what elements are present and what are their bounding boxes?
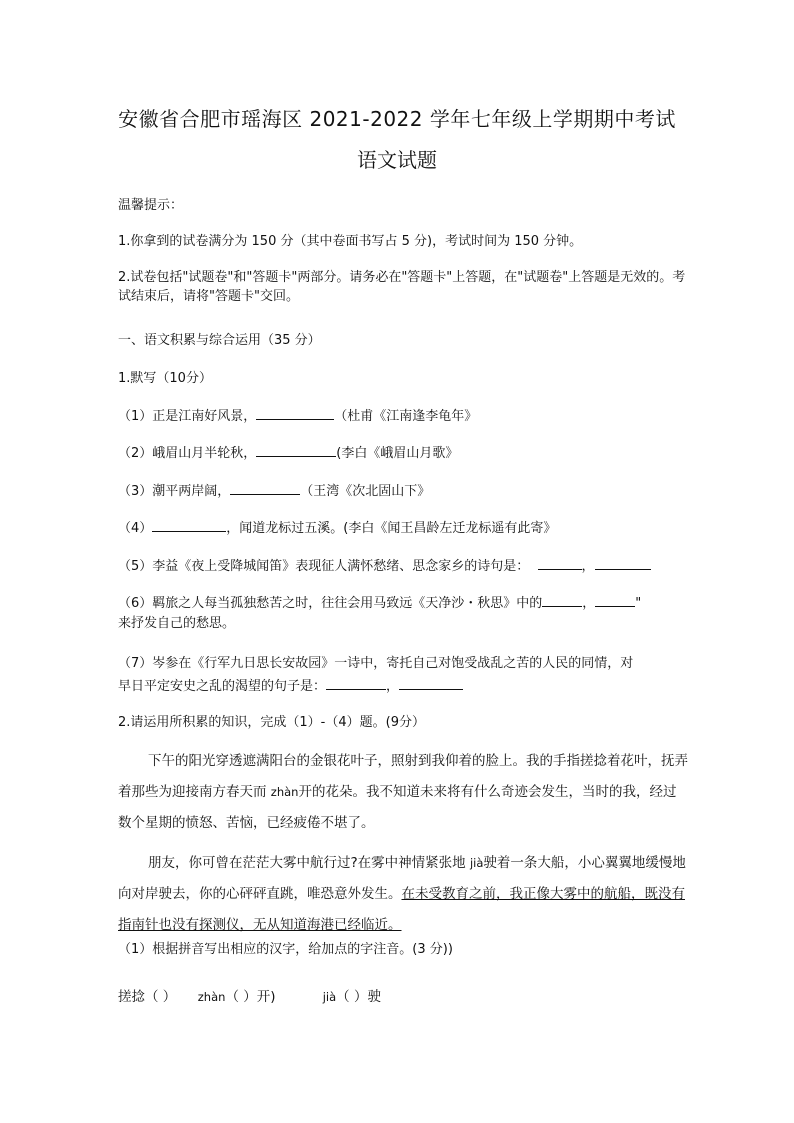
section-1-heading: 一、语文积累与综合运用（35 分） (118, 333, 321, 348)
dictation-item-7-cont (118, 676, 463, 697)
tip-2: 2.试卷包括"试题卷"和"答题卡"两部分。请务必在"答题卡"上答题，在"试题卷"上答题是无效的。考试结束后，请将"答题卡"交回。 (118, 270, 686, 304)
passage-text: 下午的阳光穿透遮满阳台的金银花叶子，照射到我仰着的脸上。我的手指搓捻着花叶，抚弄着那些为迎接南方春天而 (118, 753, 688, 800)
question-2-heading: 2.请运用所积累的知识，完成（1）-（4）题。(9分） (118, 715, 425, 730)
answer-blank[interactable] (595, 556, 651, 570)
dictation-item-1 (118, 406, 477, 427)
passage-paragraph-2 (118, 848, 688, 941)
item-5-prompt: （5）李益《夜上受降城闻笛》表现征人满怀愁绪、思念家乡的诗句是： (118, 559, 530, 574)
item-6-prompt: （6）羁旅之人每当孤独愁苦之时，往往会用马致远《天净沙・秋思》中的 (118, 596, 543, 611)
answer-cuonian[interactable]: 搓捻（ ） (118, 989, 177, 1005)
answer-blank[interactable] (542, 593, 582, 607)
item-6-comma: ， (582, 596, 596, 611)
dictation-item-7: （7）岑参在《行军九日思长安故园》一诗中，寄托自己对饱受战乱之苦的人民的同情，对 (118, 656, 634, 671)
item-4-comma: ， (226, 521, 240, 536)
answer-blank[interactable] (256, 406, 334, 420)
item-3-source: （王湾《次北固山下》 (300, 484, 431, 499)
item-1-prompt: （1）正是江南好风景， (118, 409, 257, 424)
dictation-item-2 (118, 443, 458, 464)
pinyin-zhan: zhàn (270, 785, 299, 799)
pinyin-zhan-answer: zhàn (197, 990, 226, 1004)
exam-subtitle: 语文试题 (357, 148, 437, 172)
answer-zhan[interactable]: （ ）开) (225, 989, 276, 1005)
dictation-item-6-cont: 来抒发自己的愁思。 (118, 616, 236, 631)
item-3-prompt: （3）潮平两岸阔， (118, 484, 231, 499)
item-4-source: 闻道龙标过五溪。(李白《闻王昌龄左迁龙标遥有此寄》 (239, 521, 557, 536)
tips-heading: 温馨提示： (118, 198, 184, 213)
answer-blank[interactable] (595, 593, 635, 607)
answer-jia[interactable]: （ ）驶 (336, 989, 381, 1005)
item-7-comma: ， (386, 679, 400, 694)
answer-blank[interactable] (399, 676, 463, 690)
answer-blank[interactable] (538, 556, 582, 570)
exam-title: 安徽省合肥市瑶海区 2021-2022 学年七年级上学期期中考试 (118, 107, 676, 131)
passage-text: 朋友，你可曾在茫茫大雾中航行过?在雾中神情紧张地 (148, 855, 470, 871)
passage-text: 开的花朵。我不知道未来将有什么奇迹会发生，当时的我，经过数个星期的愤怒、苦恼，已经疲倦不堪了。 (118, 784, 677, 831)
answer-blank[interactable] (326, 676, 386, 690)
pinyin-jia: jià (469, 856, 484, 870)
answer-blank[interactable] (152, 518, 226, 532)
item-4-number: （4） (118, 521, 153, 536)
pinyin-answer-line (118, 987, 381, 1007)
passage-text: 驶着一条大船，小心翼翼地缓慢地向对岸驶去，你的心砰砰直跳，唯恐意外发生。 (118, 855, 686, 902)
dictation-item-3 (118, 481, 430, 502)
item-7-prompt: 早日平定安史之乱的渴望的句子是： (118, 679, 327, 694)
underlined-sentence: 在未受教育之前，我正像大雾中的航船，既没有指南针也没有探测仪，无从知道海港已经临近。 (118, 886, 685, 933)
dictation-item-5 (118, 556, 651, 577)
pinyin-jia-answer: jià (322, 990, 337, 1004)
passage-paragraph-1 (118, 746, 688, 839)
answer-blank[interactable] (230, 481, 300, 495)
item-1-source: （杜甫《江南逢李龟年》 (334, 409, 478, 424)
answer-blank[interactable] (256, 443, 336, 457)
dictation-item-6 (118, 593, 641, 614)
item-2-prompt: （2）峨眉山月半轮秋， (118, 446, 257, 461)
item-2-source: (李白《峨眉山月歌》 (336, 446, 459, 461)
sub-question-1: （1）根据拼音写出相应的汉字，给加点的字注音。(3 分)) (118, 942, 453, 957)
dictation-item-4 (118, 518, 556, 539)
question-1-heading: 1.默写（10分） (118, 371, 212, 386)
tip-1: 1.你拿到的试卷满分为 150 分（其中卷面书写占 5 分)，考试时间为 150 分钟。 (118, 234, 583, 249)
item-5-comma: ， (581, 559, 595, 574)
item-6-quote: " (635, 596, 642, 611)
